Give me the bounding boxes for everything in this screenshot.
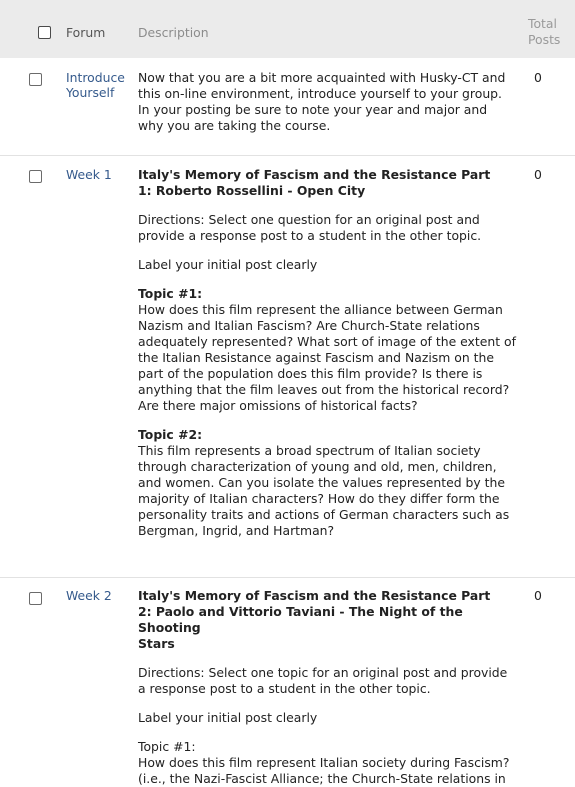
forum-link-week-2[interactable]: Week 2 (66, 588, 112, 603)
forum-description: Now that you are a bit more acquainted with Husky-CT and this on-line environment, introduce yourself to your group. In your posting be sure to note your year and major and why you are taking the course. (138, 70, 506, 133)
forum-link-week-1[interactable]: Week 1 (66, 167, 112, 182)
topic-label: Topic #1: (138, 739, 196, 754)
forum-title: Italy's Memory of Fascism and the Resistance Part (138, 588, 491, 603)
total-posts-count: 0 (534, 70, 542, 85)
total-posts-count: 0 (534, 167, 542, 182)
row-checkbox[interactable] (29, 592, 42, 605)
table-row (0, 156, 575, 578)
forum-title: Italy's Memory of Fascism and the Resistance Part (138, 167, 491, 182)
forum-link-introduce-yourself[interactable]: Introduce Yourself (66, 70, 125, 100)
table-row (0, 58, 575, 156)
row-checkbox[interactable] (29, 73, 42, 86)
row-checkbox[interactable] (29, 170, 42, 183)
forum-title: Stars (138, 636, 175, 651)
topic-label: Topic #1: (138, 286, 203, 301)
description-column-header[interactable]: Description (138, 25, 209, 40)
topic-label: Topic #2: (138, 427, 203, 442)
forum-title: 1: Roberto Rossellini - Open City (138, 183, 366, 198)
total-posts-count: 0 (534, 588, 542, 603)
table-row (0, 578, 575, 786)
forum-title: 2: Paolo and Vittorio Taviani - The Night of the Shooting (138, 604, 463, 635)
total-posts-column-header[interactable]: Total Posts (528, 16, 561, 47)
forum-column-header[interactable]: Forum (66, 25, 106, 40)
forum-description: Italy's Memory of Fascism and the Resistance Part 1: Roberto Rossellini - Open City Directions: Select one question for an original post and provide a response post to a student in the other topic. Label your initial post clearly Topic #1: How does this film represent the alliance between German Nazism and Italian Fascism? Are Church-State relations adequately represented? What sort of image of the extent of the Italian Resistance against Fascism and Nazism on the part of the population does this film provide? Is there is anything that the film leaves out from the historical record? Are there major omissions of historical facts? Topic #2: This film represents a broad spectrum of Italian society through characterization of young and old, men, children, and women. Can you isolate the values represented by the majority of Italian characters? How do they differ form the personality traits and actions of German characters such as Bergman, Ingrid, and Hartman? (138, 167, 523, 539)
table-header (0, 0, 575, 58)
select-all-checkbox[interactable] (38, 26, 51, 39)
forum-description: Italy's Memory of Fascism and the Resistance Part 2: Paolo and Vittorio Taviani - The Night of the Shooting Stars Directions: Select one topic for an original post and provide a response post to a student in the other topic. Label your initial post clearly Topic #1: How does this film represent Italian society during Fascism? (i.e., the Nazi-Fascist Alliance; the Church-State relations in (138, 588, 523, 787)
